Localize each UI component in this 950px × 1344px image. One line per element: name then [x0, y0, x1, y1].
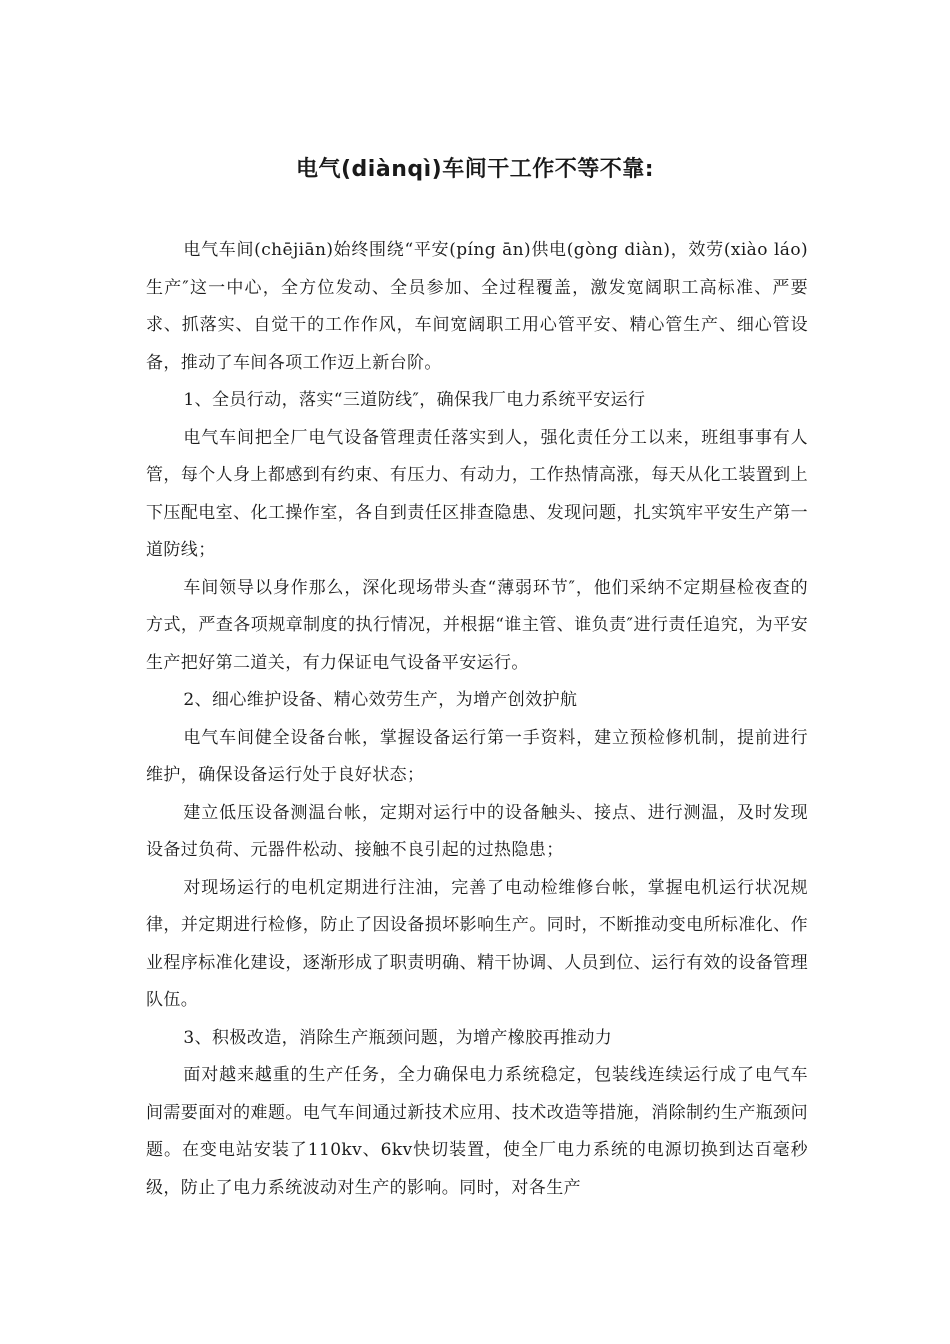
paragraph: 对现场运行的电机定期进行注油，完善了电动检维修台帐，掌握电机运行状况规律，并定期进行检修，防止了因设备损坏影响生产。同时，不断推动变电所标准化、作业程序标准化建设，逐渐形成了职责明确、精干协调、人员到位、运行有效的设备管理队伍。: [146, 877, 808, 1010]
paragraph: 面对越来越重的生产任务，全力确保电力系统稳定，包装线连续运行成了电气车间需要面对的难题。电气车间通过新技术应用、技术改造等措施，消除制约生产瓶颈问题。在变电站安装了110kv、6kv快切装置，使全厂电力系统的电源切换到达百毫秒级，防止了电力系统波动对生产的影响。同时，对各生产: [146, 1065, 808, 1198]
paragraph: 车间领导以身作那么，深化现场带头查“薄弱环节″，他们采纳不定期昼检夜查的方式，严查各项规章制度的执行情况，并根据“谁主管、谁负责″进行责任追究，为平安生产把好第二道关，有力保证电气设备平安运行。: [146, 577, 808, 673]
document-title: 电气(diànqì)车间干工作不等不靠:: [296, 157, 654, 182]
paragraph: 电气车间健全设备台帐，掌握设备运行第一手资料，建立预检修机制，提前进行维护，确保设备运行处于良好状态；: [146, 727, 808, 785]
section-heading-3: 3、积极改造，消除生产瓶颈问题，为增产橡胶再推动力: [183, 1027, 613, 1048]
section-heading-2: 2、细心维护设备、精心效劳生产，为增产创效护航: [183, 690, 578, 710]
document-body: [146, 232, 808, 1207]
paragraph-intro: 电气车间(chējiān)始终围绕“平安(píng ān)供电(gòng diàn)，效劳(xiào láo)生产″这一中心，全方位发动、全员参加、全过程覆盖，激发宽阔职工高标准、严要求、抓落实、自觉干的工作作风，车间宽阔职工用心管平安、精心管生产、细心管设备，推动了车间各项工作迈上新台阶。: [146, 240, 808, 373]
section-heading-1: 1、全员行动，落实“三道防线″，确保我厂电力系统平安运行: [183, 390, 646, 410]
paragraph: 电气车间把全厂电气设备管理责任落实到人，强化责任分工以来，班组事事有人管，每个人身上都感到有约束、有压力、有动力，工作热情高涨，每天从化工装置到上下压配电室、化工操作室，各自到责任区排查隐患、发现问题，扎实筑牢平安生产第一道防线；: [146, 427, 808, 560]
paragraph: 建立低压设备测温台帐，定期对运行中的设备触头、接点、进行测温，及时发现设备过负荷、元器件松动、接触不良引起的过热隐患；: [146, 802, 808, 860]
